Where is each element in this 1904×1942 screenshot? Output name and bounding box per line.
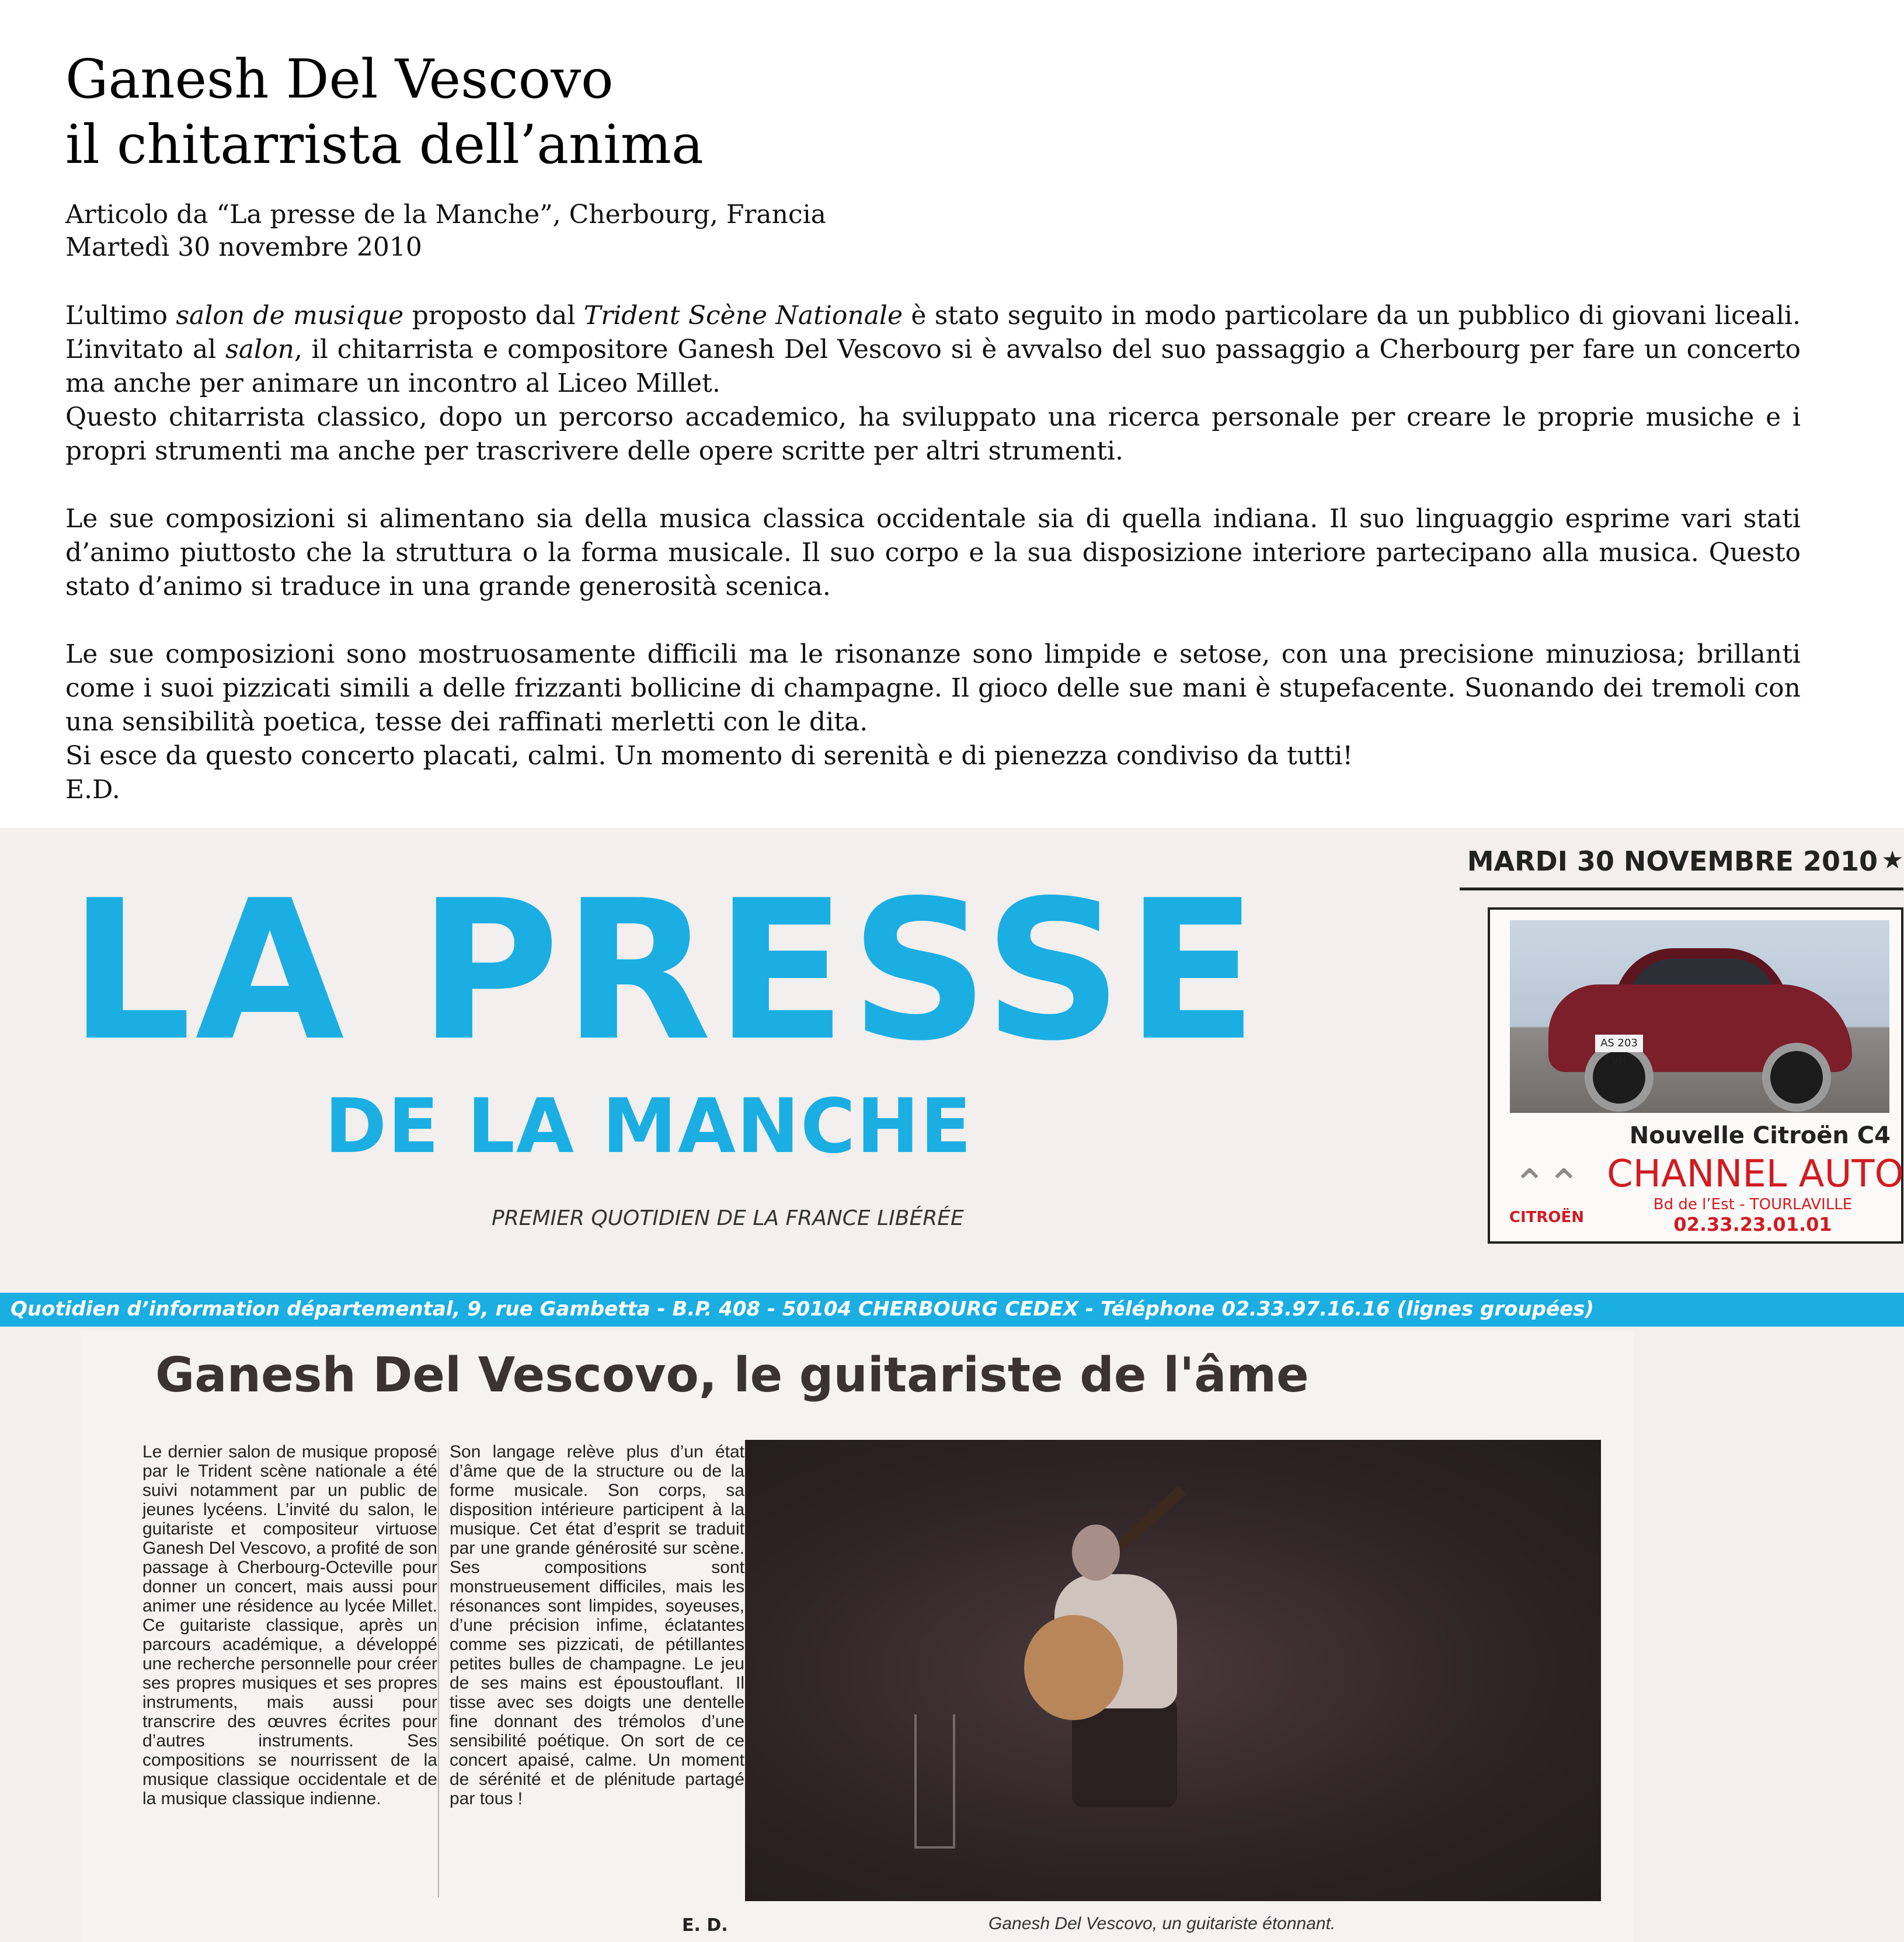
ad-model: Nouvelle Citroën C4 — [1629, 1122, 1891, 1149]
transcription-paragraph-1 — [65, 299, 1801, 401]
advertisement — [1488, 907, 1903, 1244]
guitarist-head — [1072, 1525, 1120, 1581]
transcription-paragraph-2: Questo chitarrista classico, dopo un percorso accademico, ha sviluppato una ricerca personale per creare le proprie musiche e i propri strumenti ma anche per trascrivere delle opere scritte per altri strumenti. — [65, 402, 1801, 466]
masthead-subtitle: DE LA MANCHE — [325, 1083, 973, 1170]
article-column-2: Son langage relève plus d’un état d’âme que de la structure ou de la forme musicale. Son corps, sa disposition intérieure participent à la musique. Cet état d’esprit se traduit par une grande générosité sur scène. Ses compositions sont monstrueusement difficiles, mais les résonances sont limpides, soyeuses, d’une précision infime, éclatantes comme ses pizzicati, de pétillantes petites bulles de champagne. Le jeu de ses mains est époustouflant. Il tisse avec ses doigts une dentelle fine donnant des trémolos d’une sensibilité poétique. On sort de ce concert apaisé, calme. Un moment de sérénité et de plénitude partagé par tous ! — [450, 1442, 744, 1808]
article-date: Martedì 30 novembre 2010 — [65, 232, 422, 262]
wheel-icon — [1762, 1043, 1831, 1112]
text-run: è stato seguito in modo particolare da un pubblico di giovani liceali. L’invitato al — [65, 301, 1801, 364]
dealer-name: CHANNEL AUTO — [1607, 1153, 1904, 1196]
text-run: , il chitarrista e compositore Ganesh Del Vescovo si è avvalso del suo passaggio a Cherbourg per fare un concerto ma anche per animare un incontro al Liceo Millet. — [65, 335, 1801, 398]
chevron-logo-icon: ⌃⌃ — [1512, 1160, 1581, 1208]
text-run-italic: salon — [225, 335, 294, 364]
photo-caption: Ganesh Del Vescovo, un guitariste étonnant. — [988, 1914, 1336, 1933]
issue-date-box — [1460, 841, 1903, 890]
info-band-text: Quotidien d’information départemental, 9, rue Gambetta - B.P. 408 - 50104 CHERBOURG CEDEX - Téléphone 02.33.97.16.16 (lignes groupées) — [11, 1297, 1594, 1321]
stool — [914, 1714, 955, 1849]
text-run: proposto dal — [403, 301, 584, 330]
paragraph-gap — [65, 604, 1801, 638]
dealer-phone: 02.33.23.01.01 — [1673, 1213, 1832, 1235]
citroen-logo — [1503, 1160, 1590, 1235]
article-signature: E. D. — [682, 1915, 728, 1936]
paragraph-gap — [65, 468, 1801, 502]
title-line-2: il chitarrista dell’anima — [65, 113, 704, 176]
issue-date: MARDI 30 NOVEMBRE 2010 — [1467, 845, 1878, 877]
license-plate: AS 203 VH — [1595, 1035, 1643, 1052]
transcription-paragraph-3: Le sue composizioni si alimentano sia della musica classica occidentale sia di quella indiana. Il suo linguaggio esprime vari stati d’animo piuttosto che la struttura o la forma musicale. Il suo corpo e la sua disposizione interiore partecipano alla musica. Questo stato d’animo si traduce in una grande generosità scenica. — [65, 504, 1801, 601]
article-column-1: Le dernier salon de musique proposé par le Trident scène nationale a été suivi notamment par un public de jeunes lycéens. L’invité du salon, le guitariste et compositeur virtuose Ganesh Del Vescovo, a profité de son passage à Cherbourg-Octeville pour donner un concert, mais aussi pour animer une résidence au lycée Millet. Ce guitariste classique, après un parcours académique, a développé une recherche personnelle pour créer ses propres musiques et ses propres instruments, mais aussi pour transcrire des œuvres écrites pour d’autres instruments. Ses compositions se nourrissent de la musique classique occidentale et de la musique classique indienne. — [142, 1442, 437, 1808]
newspaper-clipping — [0, 828, 1904, 1942]
text-run: L’ultimo — [65, 301, 176, 330]
text-run-italic: Trident Scène Nationale — [583, 301, 903, 330]
transcription-paragraph-5: Si esce da questo concerto placati, calmi. Un momento di serenità e di pienezza condiviso da tutti! — [65, 741, 1353, 771]
masthead-tagline: PREMIER QUOTIDIEN DE LA FRANCE LIBÉRÉE — [492, 1206, 964, 1230]
page-title — [65, 47, 704, 178]
article-source: Articolo da “La presse de la Manche”, Cherbourg, Francia — [65, 200, 826, 229]
title-line-1: Ganesh Del Vescovo — [65, 48, 614, 110]
masthead-title: LA PRESSE — [69, 859, 1261, 1083]
car-photo — [1510, 920, 1889, 1113]
guitarist-photo — [745, 1440, 1601, 1901]
transcription-body — [65, 299, 1801, 807]
transcription-signature: E.D. — [65, 775, 120, 805]
article-headline: Ganesh Del Vescovo, le guitariste de l'âme — [155, 1348, 1309, 1403]
guitar-icon — [1024, 1615, 1123, 1720]
dealer-address: Bd de l’Est - TOURLAVILLE — [1653, 1196, 1853, 1213]
article-meta — [65, 199, 826, 264]
transcription-paragraph-4: Le sue composizioni sono mostruosamente difficili ma le risonanze sono limpide e setose, con una precisione minuziosa; brillanti come i suoi pizzicati simili a delle frizzanti bollicine di champagne. Il gioco delle sue mani è stupefacente. Suonando dei tremoli con una sensibilità poetica, tesse dei raffinati merletti con le dita. — [65, 639, 1801, 737]
column-divider — [438, 1448, 439, 1898]
text-run-italic: salon de musique — [176, 301, 404, 330]
newspaper-article — [81, 1331, 1634, 1942]
brand-name: CITROËN — [1509, 1209, 1585, 1226]
star-icon: ★ — [1881, 845, 1903, 874]
info-band — [0, 1293, 1904, 1327]
